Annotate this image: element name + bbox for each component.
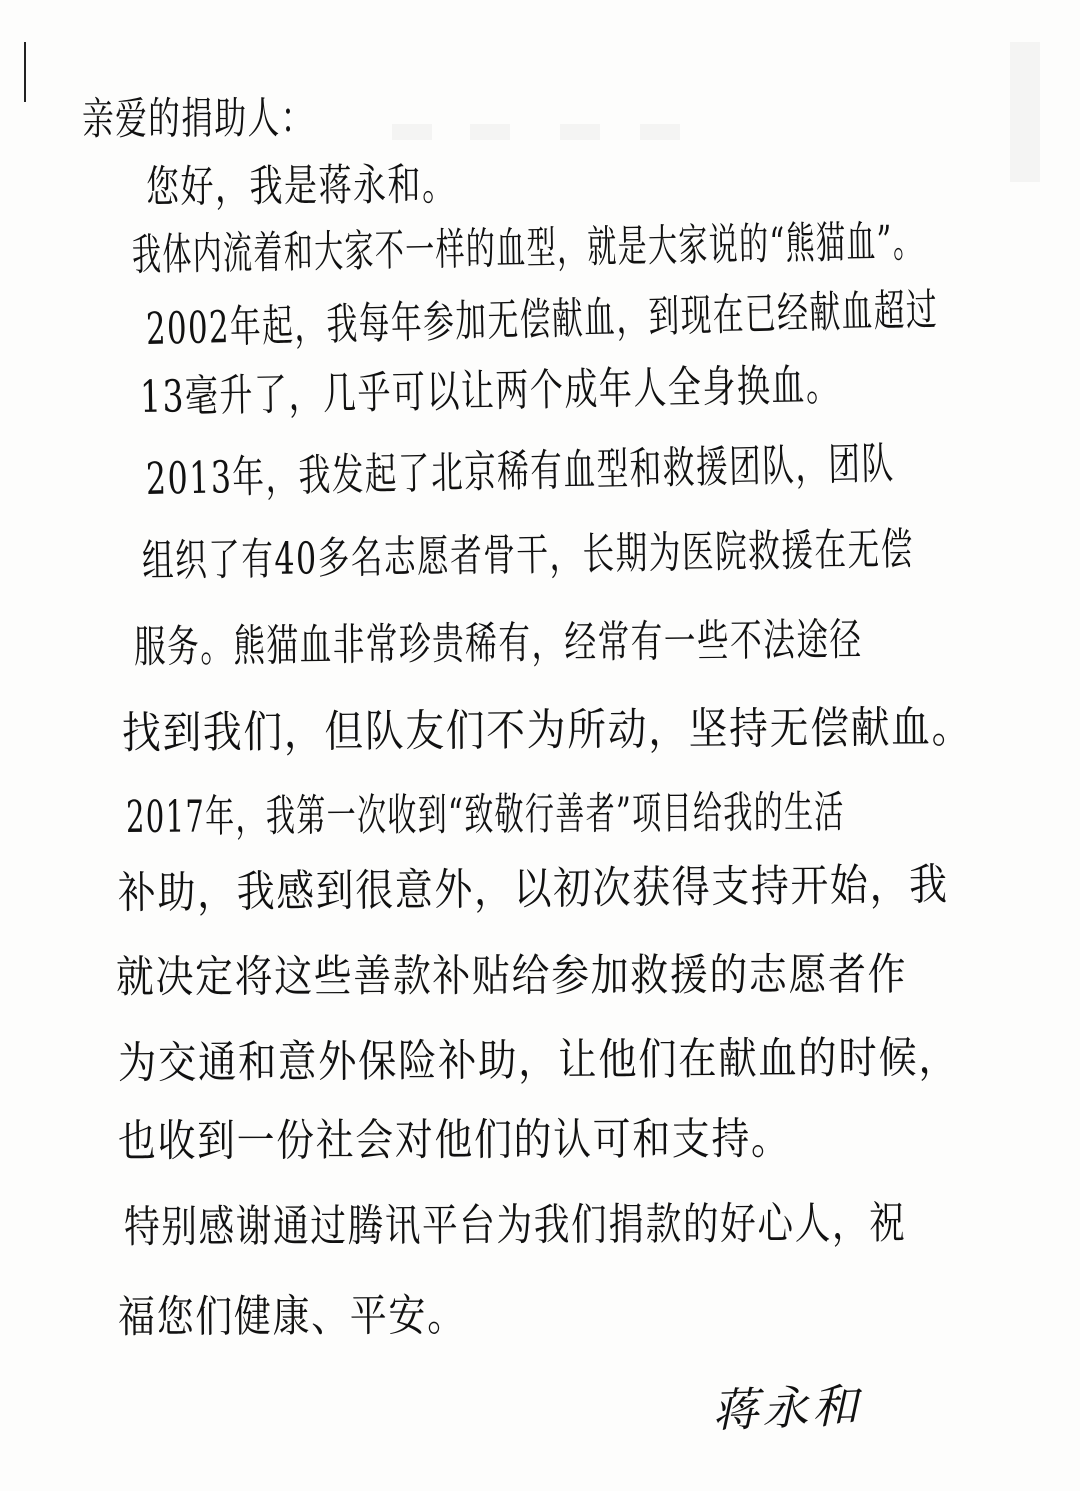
body-line: 就决定将这些善款补贴给参加救援的志愿者作 [115,949,908,1003]
margin-rule [24,42,26,102]
salutation: 亲爱的捐助人： [81,92,314,145]
body-line: 特别感谢通过腾讯平台为我们捐款的好心人，祝 [123,1197,907,1253]
signature: 蒋永和 [711,1378,863,1438]
body-line: 2002年起，我每年参加无偿献血，到现在已经献血超过 [145,284,939,355]
body-line: 找到我们，但队友们不为所动，坚持无偿献血。 [121,702,973,759]
body-line: 为交通和意外保险补助，让他们在献血的时候， [117,1032,959,1089]
body-line: 我体内流着和大家不一样的血型，就是大家说的“熊猫血”。 [131,216,924,281]
ghost-mark [640,124,680,140]
ghost-mark [470,124,510,140]
ghost-mark [560,124,600,140]
ghost-mark [1010,42,1040,182]
body-line: 补助，我感到很意外，以初次获得支持开始，我 [117,859,949,919]
body-line: 组织了有40多名志愿者骨干，长期为医院救援在无偿 [141,523,915,587]
body-line: 2017年，我第一次收到“致敬行善者”项目给我的生活 [125,786,845,843]
body-line: 2013年，我发起了北京稀有血型和救援团队，团队 [145,438,896,505]
greeting: 您好，我是蒋永和。 [145,159,457,213]
body-line: 服务。熊猫血非常珍贵稀有，经常有一些不法途径 [133,614,863,673]
body-line: 福您们健康、平安。 [117,1290,466,1343]
body-line: 也收到一份社会对他们的认可和支持。 [117,1113,791,1167]
ghost-mark [392,124,432,140]
body-line: 13毫升了，几乎可以让两个成年人全身换血。 [139,359,841,423]
